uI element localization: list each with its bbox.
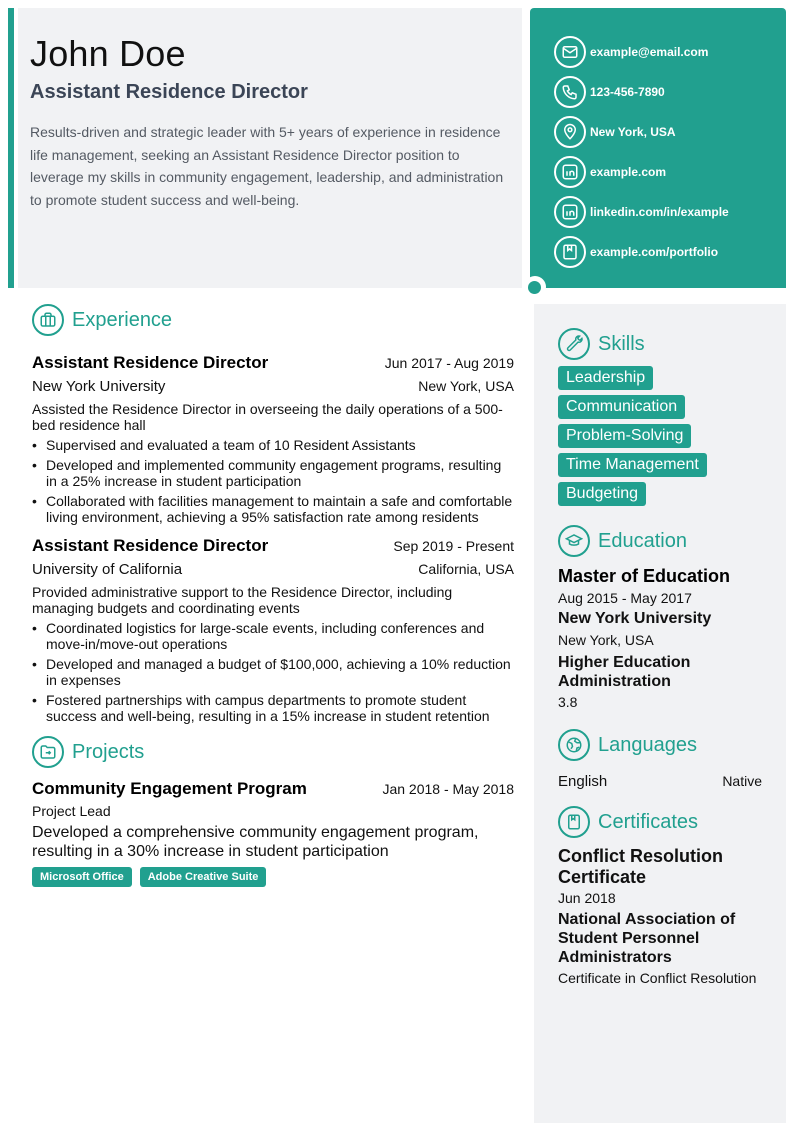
- education-field: Higher Education Administration: [558, 654, 691, 690]
- experience-bullets: [32, 620, 514, 724]
- project-name: Community Engagement Program: [32, 779, 307, 798]
- experience-bullet: • Fostered partnerships with campus departments to promote student success and well-being, resulting in a 15% increase in student retention: [32, 692, 514, 724]
- linkedin-icon: [554, 156, 586, 188]
- experience-summary: Assisted the Residence Director in overseeing the daily operations of a 500-bed residence hall: [32, 401, 503, 433]
- contact-website-text: example.com: [590, 165, 667, 179]
- skill-tag: Communication: [558, 395, 685, 419]
- experience-dates: Jun 2017 - Aug 2019: [384, 355, 514, 371]
- experience-role: Assistant Residence Director: [32, 353, 269, 372]
- skill-tag: Time Management: [558, 453, 707, 477]
- profile-summary: Results-driven and strategic leader with 5+ years of experience in residence life management, seeking an Assistant Residence Director position to leverage my skills in community engagement, leadership, and administration to promote student success and well-being.: [30, 124, 504, 208]
- education-section-header: [558, 525, 762, 557]
- certificate-date: Jun 2018: [558, 890, 616, 906]
- contact-phone-text: 123-456-7890: [590, 85, 665, 99]
- contact-panel: [530, 8, 786, 288]
- experience-bullet: • Supervised and evaluated a team of 10 Resident Assistants: [32, 437, 514, 453]
- contact-location-text: New York, USA: [590, 125, 676, 139]
- experience-bullets: [32, 437, 514, 525]
- projects-section-header: [32, 736, 514, 768]
- experience-location: New York, USA: [418, 378, 514, 394]
- sidebar: [534, 304, 786, 1123]
- education-location: New York, USA: [558, 632, 654, 648]
- experience-section-header: [32, 304, 514, 336]
- project-role: Project Lead: [32, 803, 111, 819]
- experience-bullet: • Developed and managed a budget of $100,000, achieving a 10% reduction in expenses: [32, 656, 514, 688]
- project-item: [32, 778, 514, 887]
- folder-icon: [32, 736, 64, 768]
- language-row: [558, 773, 762, 790]
- project-tags: [32, 867, 514, 887]
- experience-bullet: • Coordinated logistics for large-scale events, including conferences and move-in/move-out operations: [32, 620, 514, 652]
- languages-title: Languages: [598, 733, 697, 756]
- contact-linkedin[interactable]: [554, 192, 786, 232]
- person-name: John Doe: [30, 33, 186, 74]
- experience-role: Assistant Residence Director: [32, 536, 269, 555]
- wrench-icon: [558, 328, 590, 360]
- contact-portfolio-text: example.com/portfolio: [590, 245, 719, 259]
- skill-tag: Leadership: [558, 366, 653, 390]
- map-pin-icon: [554, 116, 586, 148]
- skills-section-header: [558, 328, 762, 360]
- experience-item: [32, 352, 514, 525]
- graduation-cap-icon: [558, 525, 590, 557]
- language-level: Native: [722, 773, 762, 789]
- contact-linkedin-text: linkedin.com/in/example: [590, 205, 729, 219]
- project-description: Developed a comprehensive community engagement program, resulting in a 30% increase in student participation: [32, 824, 479, 860]
- project-tag: Adobe Creative Suite: [140, 867, 267, 887]
- experience-location: California, USA: [418, 561, 514, 577]
- resume-header: [18, 8, 522, 288]
- contact-phone[interactable]: [554, 72, 786, 112]
- certificates-title: Certificates: [598, 810, 699, 833]
- portfolio-icon: [554, 236, 586, 268]
- experience-bullet: • Developed and implemented community engagement programs, resulting in a 25% increase in student participation: [32, 457, 514, 489]
- mail-icon: [554, 36, 586, 68]
- contact-email[interactable]: [554, 32, 786, 72]
- education-gpa: 3.8: [558, 694, 578, 710]
- certificate-type: Certificate in Conflict Resolution: [558, 970, 757, 986]
- skill-tag: Problem-Solving: [558, 424, 691, 448]
- experience-item: [32, 535, 514, 724]
- globe-icon: [558, 729, 590, 761]
- project-tag: Microsoft Office: [32, 867, 132, 887]
- contact-website[interactable]: [554, 152, 786, 192]
- education-dates: Aug 2015 - May 2017: [558, 590, 692, 606]
- experience-title: Experience: [72, 308, 173, 331]
- briefcase-icon: [32, 304, 64, 336]
- skills-list: [558, 366, 762, 511]
- language-name: English: [558, 773, 608, 790]
- certificates-section-header: [558, 806, 762, 838]
- header-accent-bar: [8, 8, 14, 288]
- education-institution: New York University: [558, 610, 712, 627]
- experience-dates: Sep 2019 - Present: [393, 538, 514, 554]
- education-degree: Master of Education: [558, 566, 731, 586]
- certificate-name: Conflict Resolution Certificate: [558, 846, 723, 887]
- education-title: Education: [598, 529, 687, 552]
- experience-org: University of California: [32, 561, 183, 578]
- experience-bullet: • Collaborated with facilities management to maintain a safe and comfortable living environment, achieving a 95% satisfaction rate among residents: [32, 493, 514, 525]
- experience-org: New York University: [32, 378, 166, 395]
- certificate-issuer: National Association of Student Personnel Administrators: [558, 911, 736, 966]
- experience-summary: Provided administrative support to the Residence Director, including managing budgets and coordinating events: [32, 584, 453, 616]
- main-column: [32, 304, 514, 887]
- skill-tag: Budgeting: [558, 482, 646, 506]
- contact-portfolio[interactable]: [554, 232, 786, 272]
- timeline-node-dot: [528, 281, 541, 294]
- linkedin-icon: [554, 196, 586, 228]
- phone-icon: [554, 76, 586, 108]
- skills-title: Skills: [598, 332, 645, 355]
- job-title: Assistant Residence Director: [30, 81, 308, 103]
- project-dates: Jan 2018 - May 2018: [382, 781, 514, 797]
- contact-email-text: example@email.com: [590, 45, 709, 59]
- book-icon: [558, 806, 590, 838]
- languages-section-header: [558, 729, 762, 761]
- contact-location: [554, 112, 786, 152]
- projects-title: Projects: [72, 740, 145, 763]
